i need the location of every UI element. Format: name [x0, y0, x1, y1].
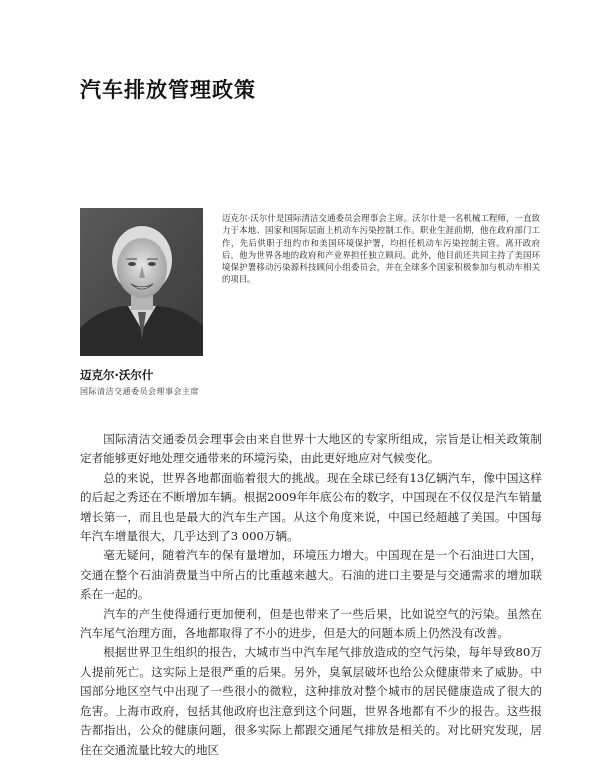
paragraph: 毫无疑问，随着汽车的保有量增加，环境压力增大。中国现在是一个石油进口大国，交通在整个石油消费量当中所占的比重越来越大。石油的进口主要是与交通需求的增加联系在一起的。 — [80, 548, 542, 602]
paragraph: 总的来说，世界各地都面临着很大的挑战。现在全球已经有13亿辆汽车，像中国这样的后起之秀还在不断增加车辆。根据2009年年底公布的数字，中国现在不仅仅是汽车销量增长第一，而且也是最大的汽车生产国。从这个角度来说，中国已经超越了美国。中国每年汽车增量很大，几乎达到了3 000万辆。 — [80, 470, 542, 544]
paragraph: 汽车的产生使得通行更加便利，但是也带来了一些后果，比如说空气的污染。虽然在汽车尾气治理方面，各地都取得了不小的进步，但是大的问题本质上仍然没有改善。 — [80, 606, 542, 641]
page-title: 汽车排放管理政策 — [80, 78, 256, 102]
portrait-photo — [80, 208, 203, 356]
paragraph: 根据世界卫生组织的报告，大城市当中汽车尾气排放造成的空气污染，每年导致80万人提前死亡。这实际上是很严重的后果。另外，臭氧层破坏也给公众健康带来了威胁。中国部分地区空气中出现了一些很小的微粒，这种排放对整个城市的居民健康造成了很大的危害。上海市政府，包括其他政府也注意到这个问题，世界各地都有不少的报告。这些报告都指出，公众的健康问题，很多实际上都跟交通尾气排放是相关的。对比研究发现，居住在交通流量比较大的地区 — [80, 645, 542, 757]
profile-bio: 迈克尔·沃尔什是国际清洁交通委员会理事会主席。沃尔什是一名机械工程师，一直致力于本地、国家和国际层面上机动车污染控制工作。职业生涯前期，他在政府部门工作，先后供职于纽约市和美国环境保护署，均担任机动车污染控制主管。离开政府后，他为世界各地的政府和产业界担任独立顾问。此外，他目前还共同主持了美国环境保护署移动污染源科技顾问小组委员会，并在全球多个国家积极参加与机动车相关的项目。 — [222, 213, 540, 285]
portrait-image — [80, 208, 203, 356]
person-name: 迈克尔·沃尔什 — [80, 368, 154, 382]
article-body — [80, 430, 542, 760]
person-role: 国际清洁交通委员会理事会主席 — [80, 387, 199, 396]
paragraph: 国际清洁交通委员会理事会由来自世界十大地区的专家所组成，宗旨是让相关政策制定者能够更好地处理交通带来的环境污染，由此更好地应对气候变化。 — [80, 432, 542, 466]
